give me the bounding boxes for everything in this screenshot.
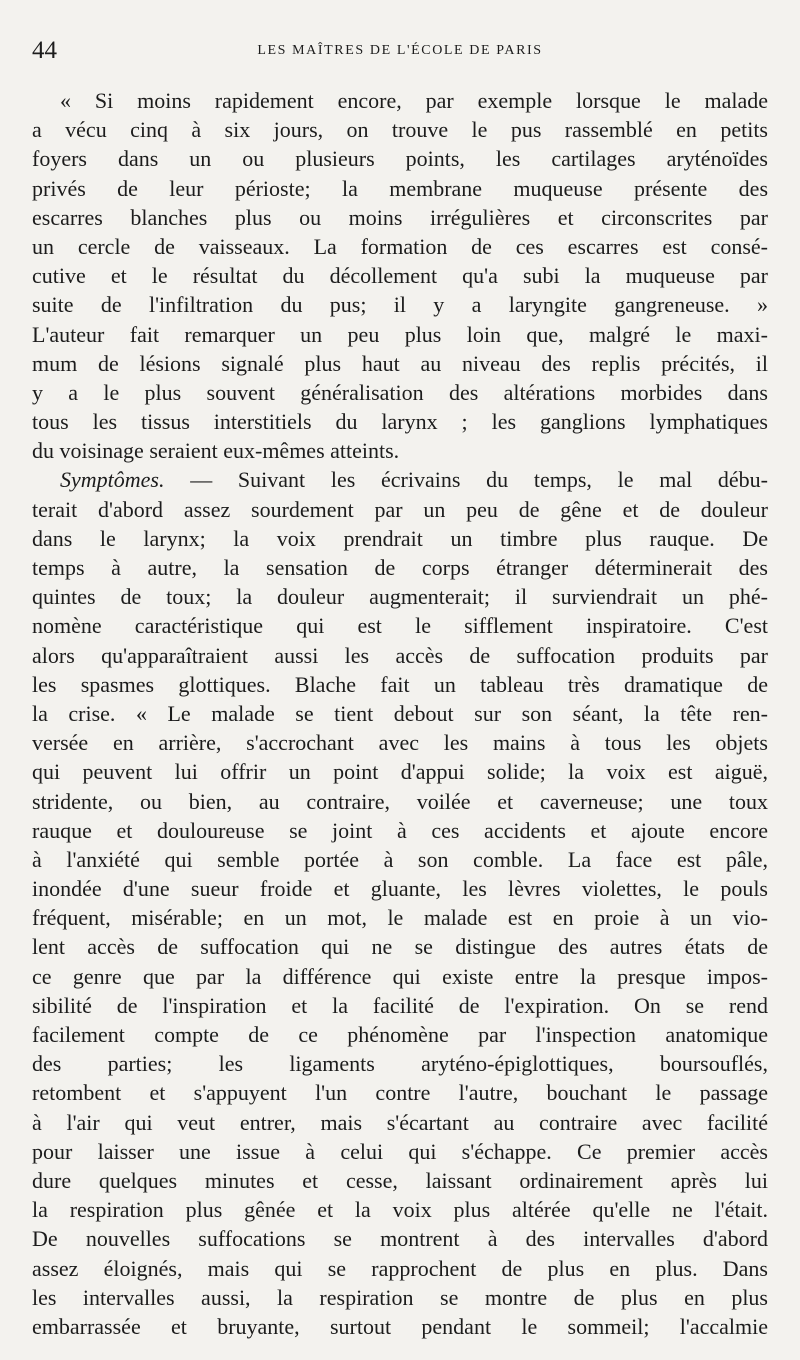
text-line: fréquent, misérable; en un mot, le malade est en proie à un vio- xyxy=(32,905,768,931)
text-line: la crise. « Le malade se tient debout sur son séant, la tête ren- xyxy=(32,700,768,726)
text-line: tous les tissus interstitiels du larynx ; les ganglions lymphatiques xyxy=(32,409,768,435)
text-line: facilement compte de ce phénomène par l'inspection anatomique xyxy=(32,1022,768,1047)
text-line: inondée d'une sueur froide et gluante, les lèvres violettes, le pouls xyxy=(32,876,768,902)
text-line: qui peuvent lui offrir un point d'appui solide; la voix est aiguë, xyxy=(32,759,768,785)
text-line: lent accès de suffocation qui ne se distingue des autres états de xyxy=(32,934,768,960)
text-line: rauque et douloureuse se joint à ces accidents et ajoute encore xyxy=(32,817,768,843)
text-line: ce genre que par la différence qui existe entre la presque impos- xyxy=(32,963,768,989)
page-header xyxy=(32,36,768,66)
text-line: un cercle de vaisseaux. La formation de ces escarres est consé- xyxy=(32,233,768,259)
text-line: mum de lésions signalé plus haut au niveau des replis précités, il xyxy=(32,350,768,376)
section-heading: Symptômes. xyxy=(60,467,165,493)
text-line: assez éloignés, mais qui se rapprochent de plus en plus. Dans xyxy=(32,1255,768,1281)
text-line: privés de leur périoste; la membrane muqueuse présente des xyxy=(32,175,768,201)
text-line: De nouvelles suffocations se montrent à des intervalles d'abord xyxy=(32,1226,768,1252)
page-number: 44 xyxy=(32,37,57,64)
text-line: pour laisser une issue à celui qui s'échappe. Ce premier accès xyxy=(32,1138,768,1164)
text-line: stridente, ou bien, au contraire, voilée et caverneuse; une toux xyxy=(32,788,768,814)
text-line: embarrassée et bruyante, surtout pendant le sommeil; l'accalmie xyxy=(32,1313,768,1339)
text-line: à l'anxiété qui semble portée à son comble. La face est pâle, xyxy=(32,846,768,872)
text-line: alors qu'apparaîtraient aussi les accès de suffocation produits par xyxy=(32,642,768,668)
text-line: sibilité de l'inspiration et la facilité de l'expiration. On se rend xyxy=(32,992,768,1018)
text-line: nomène caractéristique qui est le sifflement inspiratoire. C'est xyxy=(32,613,768,639)
text-line: versée en arrière, s'accrochant avec les mains à tous les objets xyxy=(32,730,768,756)
text-line: « Si moins rapidement encore, par exemple lorsque le malade xyxy=(60,88,768,113)
text-line: suite de l'infiltration du pus; il y a laryngite gangreneuse. » xyxy=(32,292,768,318)
running-title: LES MAÎTRES DE L'ÉCOLE DE PARIS xyxy=(257,43,543,58)
text-line: escarres blanches plus ou moins irrégulières et circonscrites par xyxy=(32,204,768,230)
text-line: dure quelques minutes et cesse, laissant ordinairement après lui xyxy=(32,1167,768,1193)
text-line: y a le plus souvent généralisation des altérations morbides dans xyxy=(32,379,768,405)
text-line: cutive et le résultat du décollement qu'a subi la muqueuse par xyxy=(32,263,768,289)
text-line: du voisinage seraient eux-mêmes atteints. xyxy=(32,438,400,464)
text-line: des parties; les ligaments aryténo-épiglottiques, boursouflés, xyxy=(32,1051,768,1077)
text-line: dans le larynx; la voix prendrait un timbre plus rauque. De xyxy=(32,525,768,551)
text-line: retombent et s'appuyent l'un contre l'autre, bouchant le passage xyxy=(32,1080,768,1106)
text-line: terait d'abord assez sourdement par un peu de gêne et de douleur xyxy=(32,496,768,522)
text-line: la respiration plus gênée et la voix plus altérée qu'elle ne l'était. xyxy=(32,1197,768,1223)
text-line: à l'air qui veut entrer, mais s'écartant au contraire avec facilité xyxy=(32,1109,768,1135)
section-line xyxy=(32,465,768,494)
text-line: les intervalles aussi, la respiration se montre de plus en plus xyxy=(32,1284,768,1310)
text-line: quintes de toux; la douleur augmenterait; il surviendrait un phé- xyxy=(32,584,768,610)
text-line: L'auteur fait remarquer un peu plus loin que, malgré le maxi- xyxy=(32,321,768,347)
body-text xyxy=(32,86,768,1341)
text-line: temps à autre, la sensation de corps étranger déterminerait des xyxy=(32,555,768,580)
text-line: a vécu cinq à six jours, on trouve le pus rassemblé en petits xyxy=(32,117,768,143)
section-line-text: — Suivant les écrivains du temps, le mal débu- xyxy=(190,467,769,493)
text-line: les spasmes glottiques. Blache fait un tableau très dramatique de xyxy=(32,671,768,697)
text-line: foyers dans un ou plusieurs points, les cartilages aryténoïdes xyxy=(32,146,768,172)
